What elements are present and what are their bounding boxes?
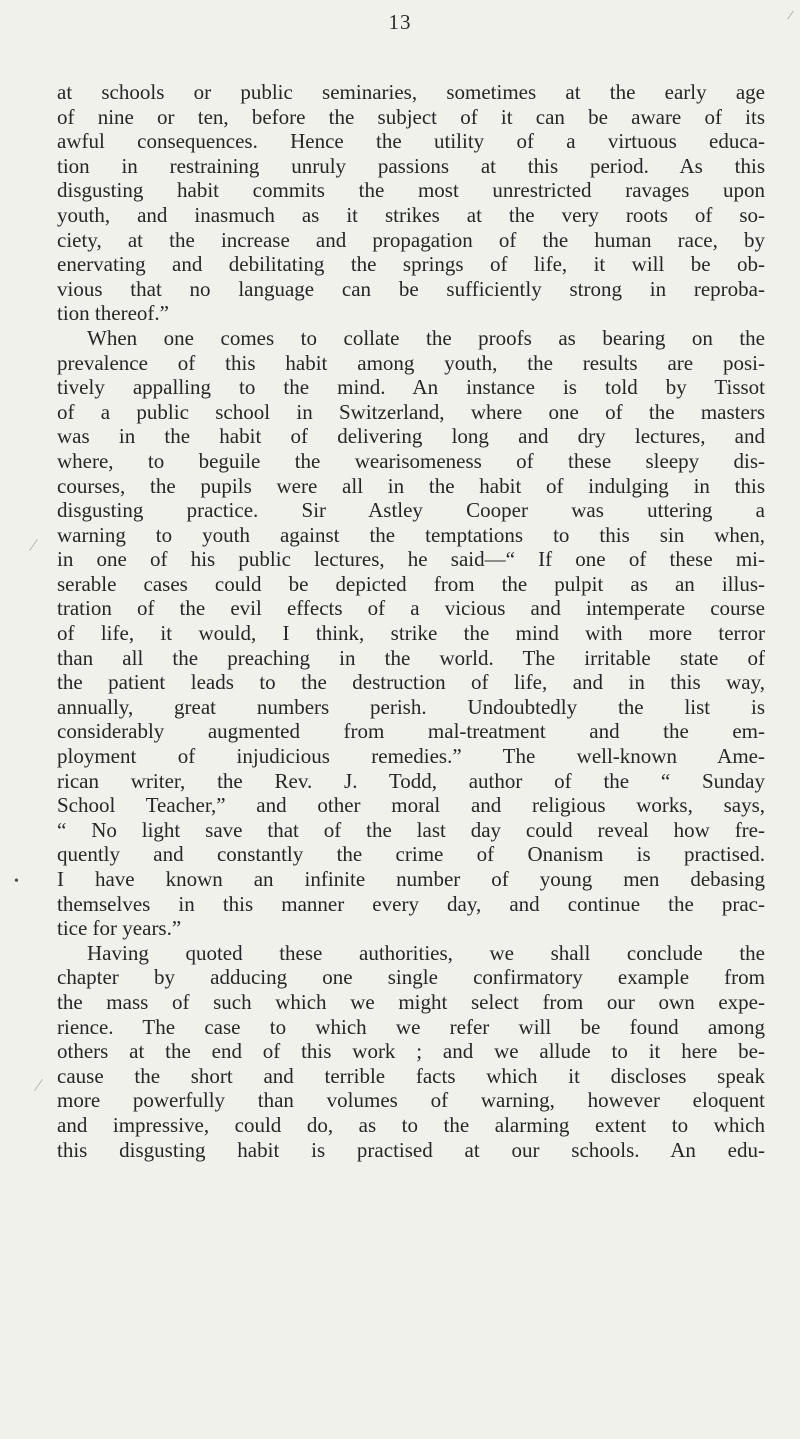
text-line: School Teacher,” and other moral and religious works, says, [57,793,765,818]
body-text [57,80,765,1162]
text-line: of a public school in Switzerland, where one of the masters [57,399,765,424]
text-line: cause the short and terrible facts which it discloses speak [57,1063,765,1088]
text-line: at schools or public seminaries, sometimes at the early age [57,80,765,104]
text-line: Having quoted these authorities, we shall conclude the [87,940,765,965]
text-line: ployment of injudicious remedies.” The well-known Ame- [57,744,765,769]
text-line: more powerfully than volumes of warning, however eloquent [57,1088,765,1113]
text-line: ciety, at the increase and propagation of the human race, by [57,227,765,252]
text-line: disgusting habit commits the most unrestricted ravages upon [57,178,765,203]
text-line: the mass of such which we might select from our own expe- [57,989,765,1014]
text-line: in one of his public lectures, he said—“ If one of these mi- [57,547,765,572]
text-line: this disgusting habit is practised at our schools. An edu- [57,1137,765,1162]
text-line: awful consequences. Hence the utility of a virtuous educa- [57,129,765,154]
text-line: others at the end of this work ; and we allude to it here be- [57,1039,765,1064]
text-line: I have known an infinite number of young men debasing [57,867,765,891]
paragraph-evidence [57,326,765,941]
text-line: youth, and inasmuch as it strikes at the very roots of so- [57,202,765,227]
text-line: rience. The case to which we refer will be found among [57,1014,765,1039]
text-line: disgusting practice. Sir Astley Cooper was uttering a [57,498,765,523]
text-line: annually, great numbers perish. Undoubtedly the list is [57,694,765,719]
text-line: When one comes to collate the proofs as bearing on the [87,325,765,350]
text-line: themselves in this manner every day, and continue the prac- [57,891,765,916]
text-line: serable cases could be depicted from the pulpit as an illus- [57,571,765,596]
pencil-mark-side [29,539,38,551]
text-line: prevalence of this habit among youth, the results are posi- [57,350,765,375]
text-line: of nine or ten, before the subject of it can be aware of its [57,104,765,129]
text-line: warning to youth against the temptations to this sin when, [57,522,765,547]
pencil-mark-lower [34,1079,43,1091]
paragraph-quote-continuation [57,80,765,326]
text-line: tion thereof.” [57,301,169,326]
text-line: than all the preaching in the world. The irritable state of [57,645,765,670]
text-line: where, to beguile the wearisomeness of these sleepy dis- [57,448,765,473]
text-line: tration of the evil effects of a vicious and intemperate course [57,596,765,621]
paragraph-conclusion [57,941,765,1162]
text-line: and impressive, could do, as to the alarming extent to which [57,1112,765,1137]
text-line: quently and constantly the crime of Onanism is practised. [57,842,765,867]
page-number: 13 [388,10,412,34]
text-line: of life, it would, I think, strike the mind with more terror [57,621,765,646]
text-line: was in the habit of delivering long and dry lectures, and [57,424,765,449]
text-line: tively appalling to the mind. An instance is told by Tissot [57,375,765,400]
text-line: the patient leads to the destruction of life, and in this way, [57,670,765,695]
text-line: considerably augmented from mal-treatment and the em- [57,719,765,744]
text-line: chapter by adducing one single confirmatory example from [57,965,765,990]
text-line: vious that no language can be sufficiently strong in reproba- [57,276,765,301]
text-line: courses, the pupils were all in the habit of indulging in this [57,473,765,498]
text-line: tion in restraining unruly passions at this period. As this [57,153,765,178]
text-line: tice for years.” [57,916,182,941]
text-line: “ No light save that of the last day could reveal how fre- [57,817,765,842]
text-line: enervating and debilitating the springs of life, it will be ob- [57,252,765,277]
text-line: rican writer, the Rev. J. Todd, author of the “ Sunday [57,768,765,793]
margin-mark: • [14,874,19,889]
